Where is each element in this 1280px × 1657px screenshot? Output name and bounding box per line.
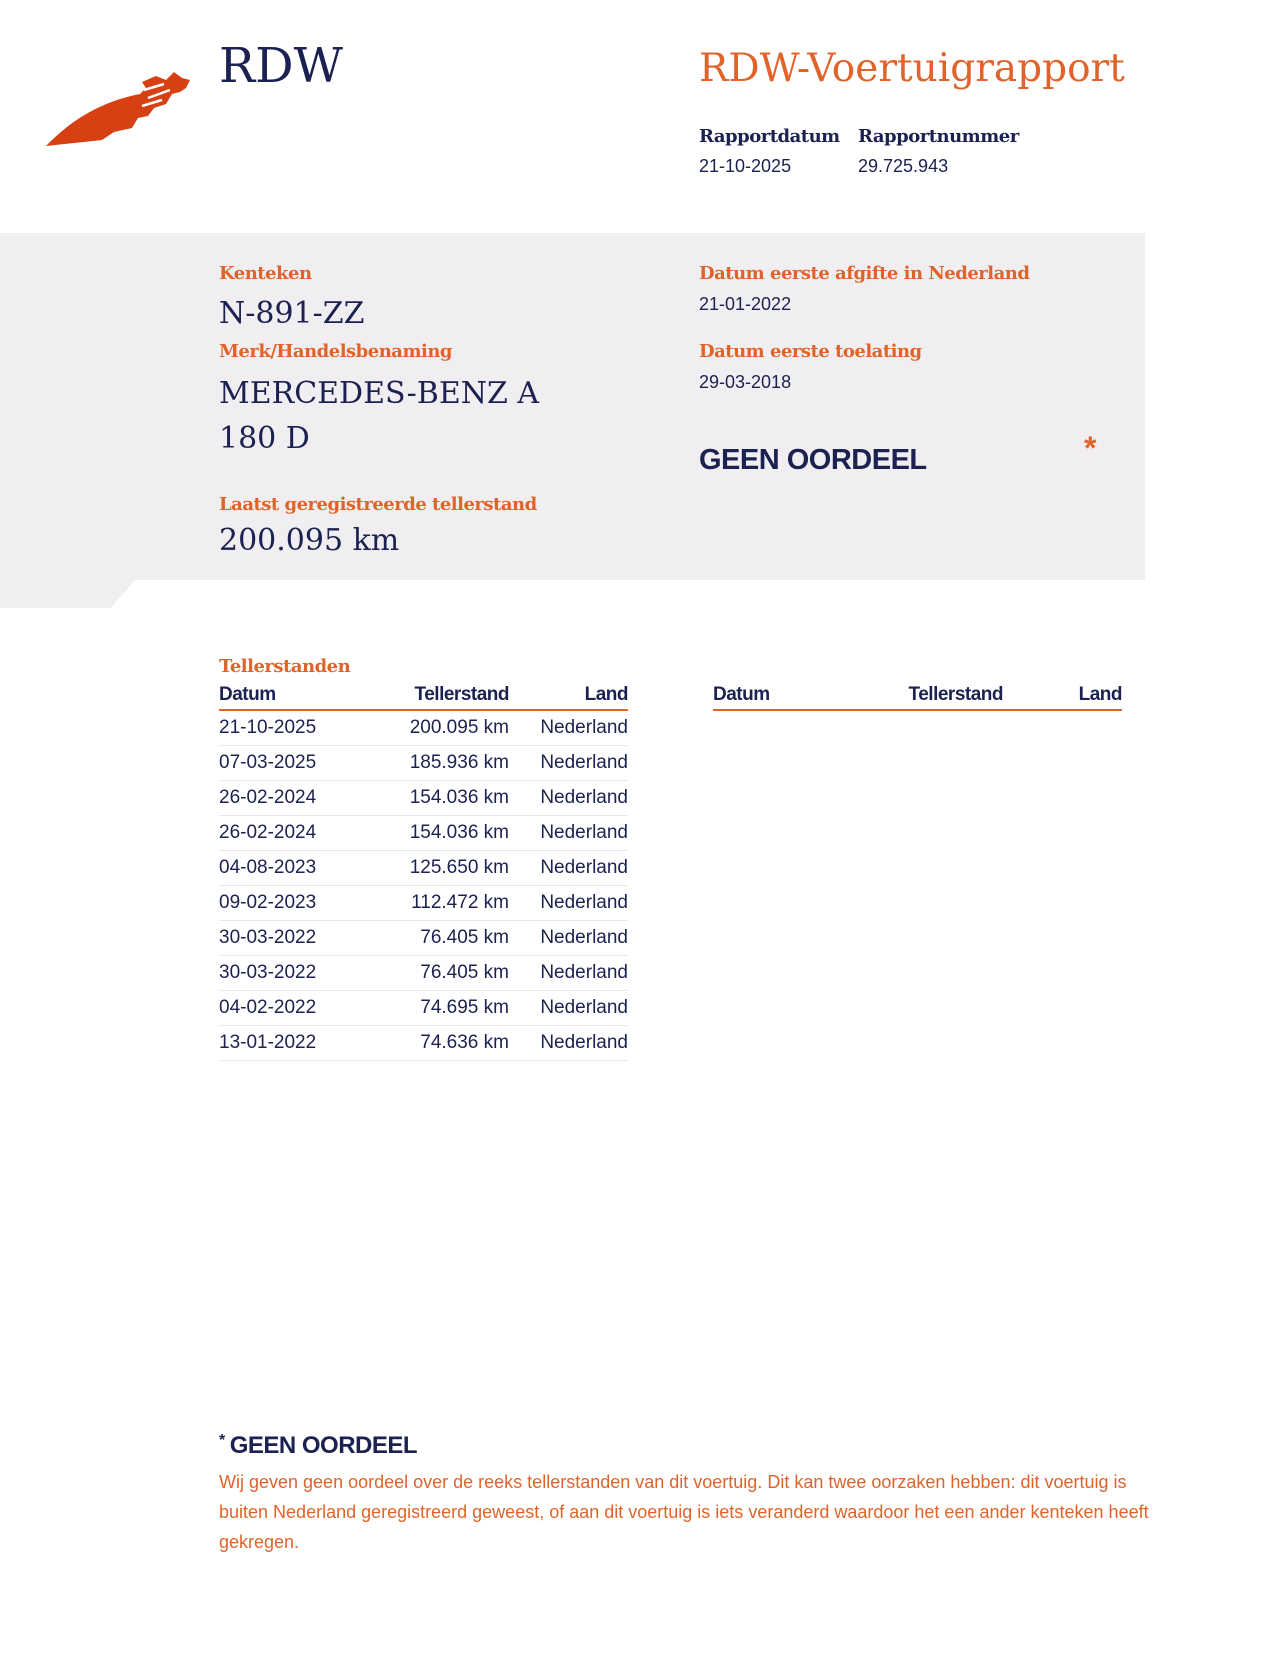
make-value-line2: 180 D [219,421,310,456]
plate-value: N-891-ZZ [219,296,365,331]
row-odometer: 154.036 km [359,816,509,851]
plate-label: Kenteken [219,263,312,284]
report-number: 29.725.943 [858,156,949,176]
row-country: Nederland [509,710,628,746]
odometer-table-header [219,684,628,710]
odometer-table-right-header [713,684,1122,710]
row-odometer: 154.036 km [359,781,509,816]
row-date: 09-02-2023 [219,886,359,921]
first-nl-label: Datum eerste afgifte in Nederland [699,263,1030,284]
table-row [219,851,628,886]
row-odometer: 74.695 km [359,991,509,1026]
odometer-table [219,684,628,1061]
verdict: GEEN OORDEEL [699,444,927,476]
row-date: 13-01-2022 [219,1026,359,1061]
row-country: Nederland [509,816,628,851]
first-nl-value: 21-01-2022 [699,294,792,314]
col-header-date: Datum [219,684,359,710]
row-date: 26-02-2024 [219,781,359,816]
table-row [219,921,628,956]
row-date: 07-03-2025 [219,746,359,781]
table-row [219,886,628,921]
row-date: 21-10-2025 [219,710,359,746]
row-date: 26-02-2024 [219,816,359,851]
row-country: Nederland [509,781,628,816]
row-date: 30-03-2022 [219,956,359,991]
table-row [219,781,628,816]
report-number-label: Rapportnummer [858,126,1019,147]
row-odometer: 200.095 km [359,710,509,746]
row-country: Nederland [509,921,628,956]
footnote-asterisk: * [219,1432,226,1449]
row-date: 04-02-2022 [219,991,359,1026]
make-value-line1: MERCEDES-BENZ A [219,376,540,411]
vehicle-info-panel [0,233,1145,580]
report-title: RDW-Voertuigrapport [699,46,1125,91]
table-row [219,746,628,781]
odometer-label: Laatst geregistreerde tellerstand [219,494,537,515]
report-date: 21-10-2025 [699,156,792,176]
row-country: Nederland [509,851,628,886]
row-country: Nederland [509,1026,628,1061]
row-country: Nederland [509,746,628,781]
odometer-table-right [713,684,1122,711]
table-row [219,816,628,851]
row-odometer: 74.636 km [359,1026,509,1061]
verdict-asterisk: * [1084,430,1097,466]
table-row [219,956,628,991]
row-odometer: 76.405 km [359,921,509,956]
col-header-odometer-right: Tellerstand [853,684,1003,710]
first-admission-label: Datum eerste toelating [699,341,922,362]
col-header-country: Land [509,684,628,710]
row-odometer: 185.936 km [359,746,509,781]
col-header-odometer: Tellerstand [359,684,509,710]
table-row [219,991,628,1026]
row-date: 30-03-2022 [219,921,359,956]
make-label: Merk/Handelsbenaming [219,341,453,362]
footnote-title-row [219,1432,417,1460]
table-row [219,1026,628,1061]
row-odometer: 112.472 km [359,886,509,921]
footnote-title: GEEN OORDEEL [229,1432,418,1459]
row-odometer: 76.405 km [359,956,509,991]
row-country: Nederland [509,886,628,921]
col-header-date-right: Datum [713,684,853,710]
footnote-text: Wij geven geen oordeel over de reeks tellerstanden van dit voertuig. Dit kan twee oorzaken hebben: dit voertuig is buiten Nederland geregistreerd geweest, of aan dit voertuig is iets veranderd waardoor het een ander kenteken heeft gekregen. [219,1472,1149,1552]
brand-name: RDW [219,38,343,94]
first-admission-value: 29-03-2018 [699,372,792,392]
col-header-country-right: Land [1003,684,1122,710]
vehicle-info-panel-tab [0,580,135,608]
row-country: Nederland [509,991,628,1026]
row-country: Nederland [509,956,628,991]
odometer-section-label: Tellerstanden [219,656,351,677]
row-date: 04-08-2023 [219,851,359,886]
rdw-feather-logo [44,70,196,150]
row-odometer: 125.650 km [359,851,509,886]
report-date-label: Rapportdatum [699,126,840,147]
odometer-value: 200.095 km [219,523,400,558]
table-row [219,710,628,746]
